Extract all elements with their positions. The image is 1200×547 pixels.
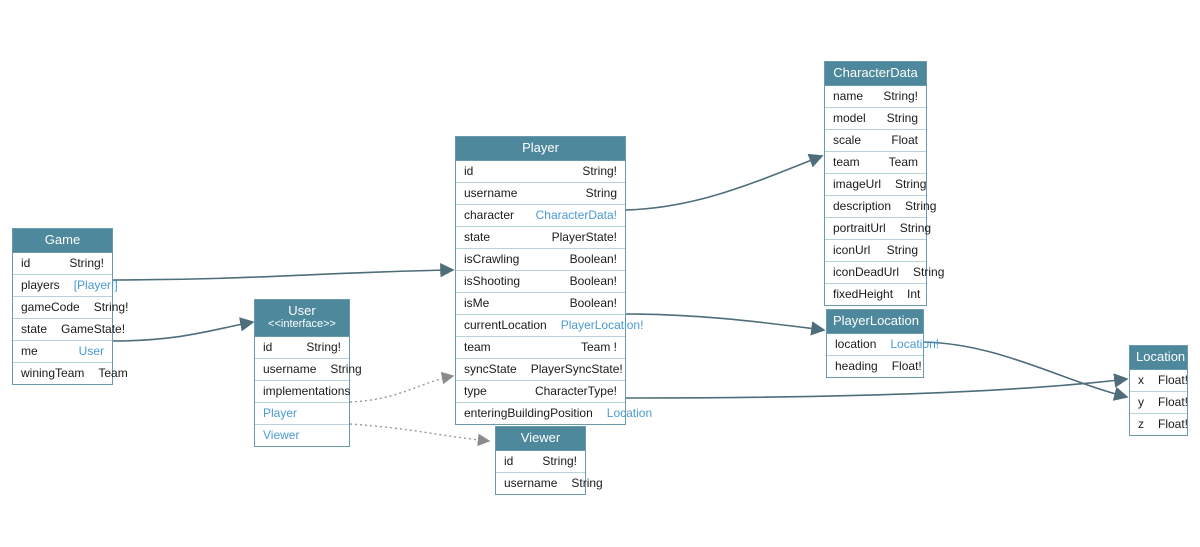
table-row[interactable] [255,403,349,425]
entity-game-title: Game [13,229,112,253]
field-type: String! [69,256,104,270]
table-row [825,284,926,305]
field-name: team [833,155,860,169]
field-name: id [464,164,474,178]
table-row [825,108,926,130]
field-name: isShooting [464,274,521,288]
field-type: String [585,186,617,200]
field-type: String! [93,300,129,314]
field-name[interactable]: Viewer [263,428,300,442]
field-type[interactable]: CharacterData! [535,208,617,222]
entity-user[interactable] [254,299,362,447]
field-name: character [464,208,515,222]
entity-user-name: User [288,303,316,318]
field-name: imageUrl [833,177,882,191]
table-row [456,315,644,337]
edge-player-character [626,156,822,210]
field-name: location [835,337,877,351]
field-type: GameState! [61,322,126,336]
field-type: String! [306,340,341,354]
field-type: String [571,476,603,490]
table-row [456,381,625,403]
field-name: team [464,340,491,354]
field-type: PlayerSyncState! [530,362,623,376]
field-type: Int [907,287,921,301]
field-type: Float [891,133,918,147]
table-row [1130,370,1187,392]
field-name: iconDeadUrl [833,265,900,279]
field-name: state [464,230,491,244]
field-type: String [905,199,937,213]
table-row [13,341,112,363]
field-name: portraitUrl [833,221,886,235]
entity-viewer-title: Viewer [496,427,585,451]
table-row [456,359,625,381]
field-type: String [895,177,927,191]
field-name: gameCode [21,300,80,314]
field-name: id [504,454,514,468]
table-row [456,183,625,205]
edge-user-implements-viewer [350,424,489,441]
field-type: String [330,362,362,376]
field-name: state [21,322,48,336]
field-type: Team [98,366,128,380]
table-row [825,86,926,108]
field-name: username [464,186,518,200]
table-row [825,174,926,196]
table-row [456,293,625,315]
field-name: id [263,340,273,354]
edge-game-me [113,322,253,341]
field-type: String! [582,164,617,178]
field-type: String [886,111,918,125]
entity-player[interactable] [455,136,653,425]
field-type: Float! [1158,417,1189,431]
entity-user-title [255,300,349,337]
field-name: username [263,362,317,376]
field-name: iconUrl [833,243,871,257]
field-type: String! [883,89,918,103]
entity-player-title: Player [456,137,625,161]
table-row [825,218,932,240]
field-type: Team [888,155,918,169]
table-row [825,152,926,174]
field-type: PlayerState! [551,230,617,244]
field-type: Float! [891,359,922,373]
entity-game[interactable] [12,228,129,385]
table-row [13,363,128,384]
field-name: enteringBuildingPosition [464,406,593,420]
field-type: String [899,221,932,235]
field-type[interactable]: [Player!] [73,278,118,292]
field-name: scale [833,133,862,147]
field-type: Float! [1158,373,1189,387]
edge-player-currentlocation [626,314,824,330]
entity-user-stereotype: <<interface>> [268,318,336,330]
table-row [825,240,926,262]
edge-player-enteringbuildingposition [626,379,1127,398]
field-name: currentLocation [464,318,547,332]
entity-playerlocation[interactable] [826,309,940,378]
field-name: y [1138,395,1144,409]
table-row[interactable] [255,425,349,446]
edge-user-implements-player [350,376,453,402]
field-name: type [464,384,487,398]
table-row [456,227,625,249]
entity-characterdata[interactable] [824,61,945,306]
table-row [456,403,653,424]
field-name: fixedHeight [833,287,894,301]
table-row [456,161,625,183]
table-row [496,451,585,473]
table-row [1130,414,1187,435]
table-row [13,297,129,319]
entity-playerlocation-title: PlayerLocation [827,310,923,334]
field-name: username [504,476,558,490]
field-name: winingTeam [21,366,85,380]
entity-location[interactable] [1129,345,1188,436]
table-row [255,337,349,359]
field-type[interactable]: User [78,344,104,358]
table-row [13,253,112,275]
field-type: String [886,243,918,257]
field-name: description [833,199,892,213]
field-type: Boolean! [569,296,617,310]
field-type: Float! [1158,395,1189,409]
field-type: Boolean! [569,252,617,266]
table-row [456,205,625,227]
table-row [827,356,923,377]
field-type: CharacterType! [534,384,617,398]
field-name: isCrawling [464,252,520,266]
field-name: syncState [464,362,517,376]
field-name: model [833,111,866,125]
entity-viewer[interactable] [495,426,603,495]
field-type: String! [542,454,577,468]
field-name: z [1138,417,1144,431]
field-name: isMe [464,296,490,310]
field-type[interactable]: Location [606,406,653,420]
field-name: heading [835,359,878,373]
field-name[interactable]: Player [263,406,298,420]
table-row [825,262,945,284]
table-row [456,337,625,359]
field-type[interactable]: Location! [890,337,940,351]
table-row [255,359,362,381]
field-name: x [1138,373,1144,387]
field-name: implementations [263,384,351,398]
entity-characterdata-title: CharacterData [825,62,926,86]
table-row [255,381,349,403]
table-row [456,271,625,293]
table-row [1130,392,1187,414]
edge-playerlocation-location [924,342,1127,397]
field-name: me [21,344,38,358]
edge-game-players [113,270,453,280]
field-type[interactable]: PlayerLocation! [560,318,644,332]
field-name: players [21,278,60,292]
field-type: Team ! [580,340,617,354]
table-row [825,130,926,152]
table-row [827,334,940,356]
table-row [456,249,625,271]
table-row [13,319,126,341]
table-row [13,275,118,297]
field-name: name [833,89,864,103]
table-row [825,196,937,218]
table-row [496,473,603,494]
field-type: String [913,265,945,279]
field-type: Boolean! [569,274,617,288]
entity-location-title: Location [1130,346,1187,370]
field-name: id [21,256,31,270]
